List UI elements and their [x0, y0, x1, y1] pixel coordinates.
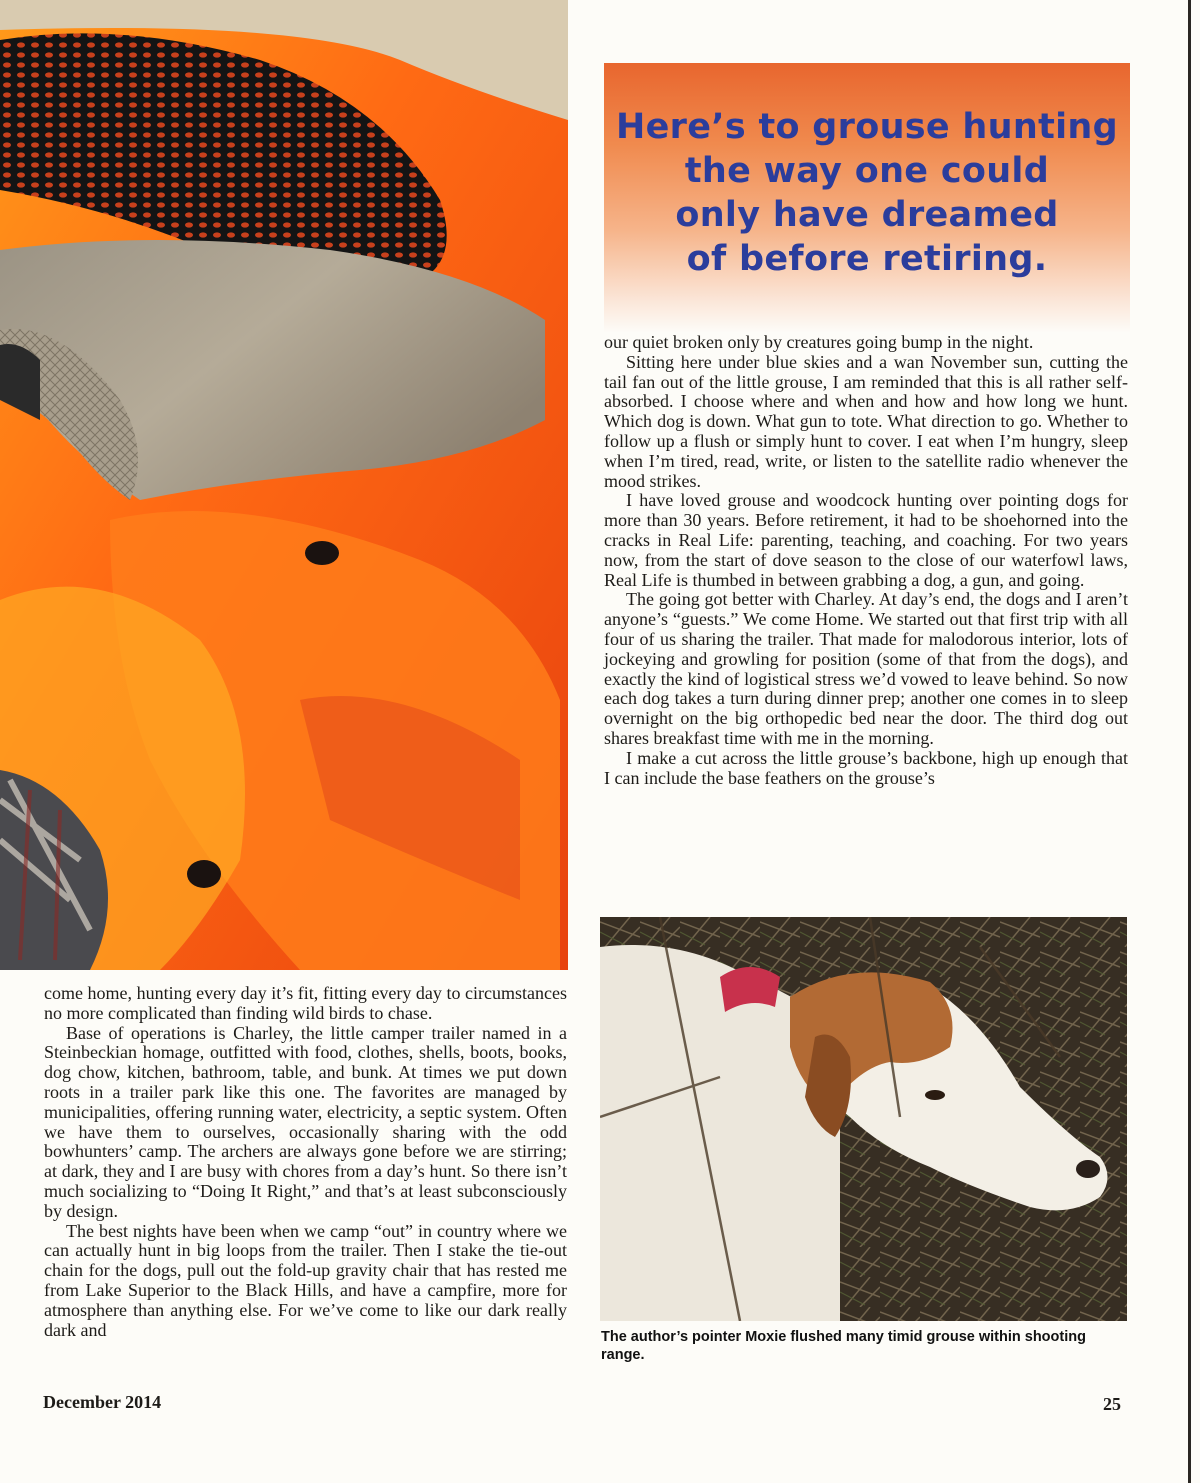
pullquote-box: [604, 63, 1130, 333]
paragraph: our quiet broken only by creatures going bump in the night.: [604, 332, 1034, 352]
left-column: [44, 984, 567, 1340]
page-number: 25: [1103, 1394, 1121, 1414]
pullquote-line: Here’s to grouse hunting: [616, 107, 1118, 147]
gun-and-vest-photo: [0, 0, 568, 970]
paragraph: Base of operations is Charley, the little camper trailer named in a Steinbeckian homage, outfitted with food, clothes, shells, boots, books, dog chow, kitchen, bathroom, table, and bunk. At times we put down roots in a trailer park like this one. The favorites are managed by municipalities, offering running water, electricity, a septic system. Often we have them to ourselves, occasionally sharing with the odd bowhunters’ camp. The archers are always gone before we are stirring; at dark, they and I are busy with chores from a day’s hunt. So there isn’t much socializing to “Doing It Right,” and that’s at least subconsciously by design.: [44, 1022, 567, 1221]
paragraph: The going got better with Charley. At day’s end, the dogs and I aren’t anyone’s “guests.” We come Home. We started out that first trip with all four of us sharing the trailer. That made for malodorous interior, lots of jockeying and growling for position (some of that from the dogs), and exactly the kind of logistical stress we’d vowed to leave behind. So now each dog takes a turn during dinner prep; another one comes in to sleep overnight on the big orthopedic bed near the door. The third dog out shares breakfast time with me in the morning.: [604, 589, 1128, 748]
pullquote-line: only have dreamed: [675, 195, 1059, 235]
paragraph: I have loved grouse and woodcock hunting over pointing dogs for more than 30 years. Before retirement, it had to be shoehorned into the cracks in Real Life: parenting, teaching, and coaching. For two years now, from the start of dove season to the close of our waterfowl laws, Real Life is thumbed in between grabbing a dog, a gun, and going.: [604, 490, 1128, 590]
paragraph: Sitting here under blue skies and a wan November sun, cutting the tail fan out of the little grouse, I am reminded that this is all rather self-absorbed. I choose where and when and how and how long we hunt. Which dog is down. What gun to tote. What direction to go. Whether to follow up a flush or simply hunt to cover. I eat when I’m hungry, sleep when I’m tired, read, write, or listen to the satellite radio whenever the mood strikes.: [604, 351, 1128, 491]
paragraph: I make a cut across the little grouse’s backbone, high up enough that I can include the base feathers on the grouse’s: [604, 747, 1128, 788]
right-column: [604, 333, 1128, 788]
issue-date: December 2014: [43, 1392, 162, 1412]
pointer-dog-photo: [600, 917, 1127, 1321]
pullquote-line: of before retiring.: [686, 239, 1048, 279]
photo-caption: The author’s pointer Moxie flushed many timid grouse within shooting range.: [601, 1329, 1086, 1363]
page-edge-divider: [1188, 0, 1191, 1483]
pullquote: [604, 105, 1130, 281]
paragraph: come home, hunting every day it’s fit, fitting every day to circumstances no more complicated than finding wild birds to chase.: [44, 983, 567, 1023]
pullquote-line: the way one could: [684, 151, 1050, 191]
paragraph: The best nights have been when we camp “out” in country where we can actually hunt in big loops from the trailer. Then I stake the tie-out chain for the dogs, pull out the fold-up gravity chair that has rested me from Lake Superior to the Black Hills, and have a campfire, more for atmosphere than anything else. For we’ve come to like our dark really dark and: [44, 1220, 567, 1340]
